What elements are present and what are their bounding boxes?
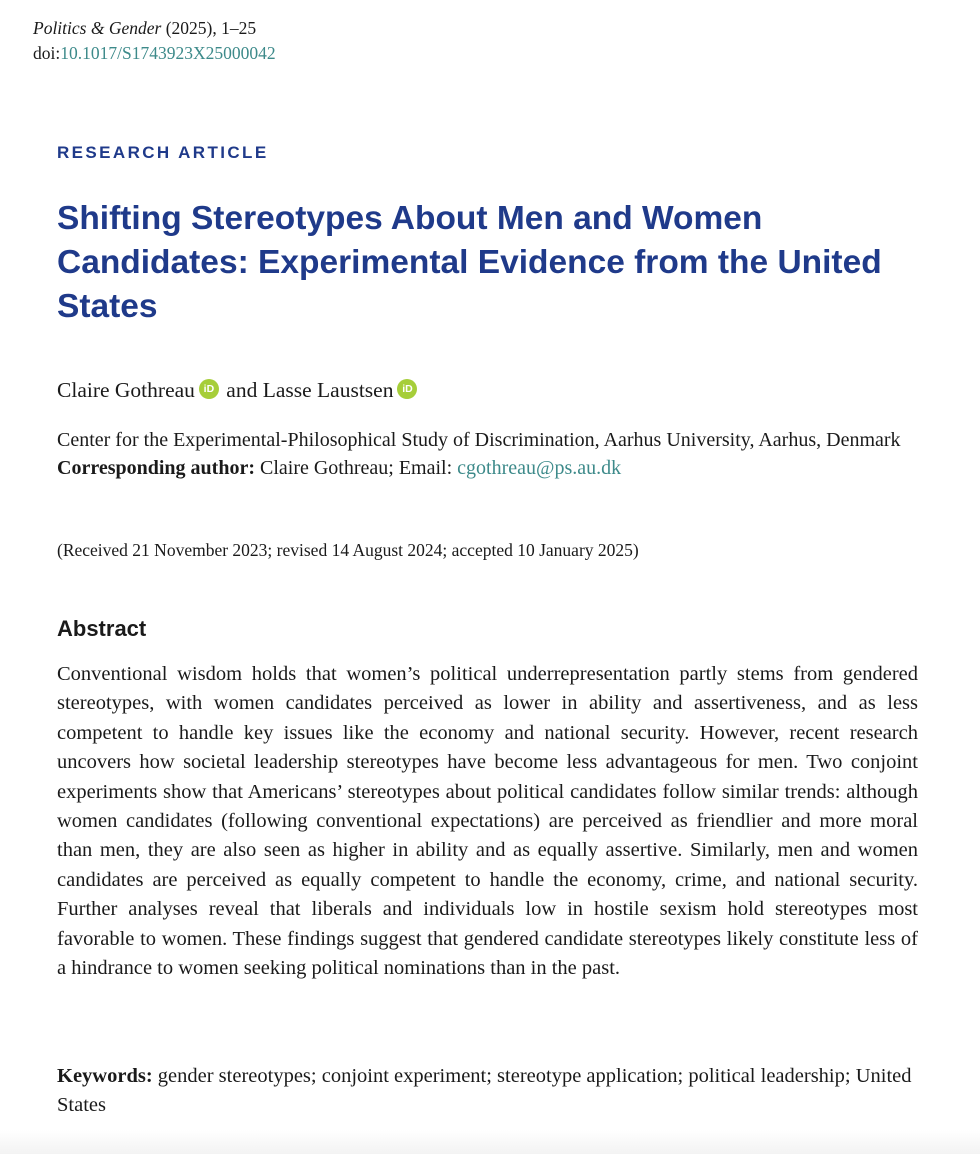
orcid-icon[interactable]: iD [397,379,417,399]
author-name[interactable]: Lasse Laustsen [262,378,394,402]
affiliation-block [57,426,918,482]
author-joiner: and [226,378,258,402]
doi-line [33,41,276,66]
submission-history: (Received 21 November 2023; revised 14 August 2024; accepted 10 January 2025) [57,540,639,560]
affiliation: Center for the Experimental-Philosophical Study of Discrimination, Aarhus University, Aarhus, Denmark [57,429,901,451]
keywords [57,1062,918,1120]
correspondence-label: Corresponding author: [57,457,255,479]
email-link[interactable]: cgothreau@ps.au.dk [457,457,622,479]
journal-citation [33,16,276,66]
author-name[interactable]: Claire Gothreau [57,378,195,402]
abstract-text: Conventional wisdom holds that women’s political underrepresentation partly stems from gendered stereotypes, with women candidates perceived as lower in ability and assertiveness, and as less competent to handle key issues like the economy and national security. However, recent research uncovers how societal leadership stereotypes have become less advantageous for men. Two conjoint experiments show that Americans’ stereotypes about political candidates follow similar trends: although women candidates (following conventional expectations) are perceived as friendlier and more moral than men, they are also seen as higher in ability and as equally assertive. Similarly, men and women candidates are perceived as equally competent to handle the economy, crime, and national security. Further analyses reveal that liberals and individuals low in hostile sexism hold stereotypes most favorable to women. These findings suggest that gendered candidate stereotypes likely constitute less of a hindrance to women seeking political nominations than in the past. [57,663,918,980]
doi-prefix: doi: [33,43,61,63]
journal-meta: (2025), 1–25 [161,18,257,38]
abstract-heading: Abstract [57,616,147,641]
page-edge [0,1130,980,1154]
journal-name: Politics & Gender [33,18,162,38]
article-type-label: RESEARCH ARTICLE [57,143,269,162]
doi-link[interactable]: 10.1017/S1743923X25000042 [60,43,276,63]
article-title: Shifting Stereotypes About Men and Women Candidates: Experimental Evidence from the United States [57,200,882,325]
author-list [57,374,419,406]
keywords-text: gender stereotypes; conjoint experiment; stereotype application; political leadership; United States [57,1065,912,1116]
journal-line [33,16,276,41]
correspondence-text: Claire Gothreau; Email: [255,457,458,479]
correspondence-line [57,454,918,482]
orcid-icon[interactable]: iD [199,379,219,399]
keywords-label: Keywords: [57,1065,153,1087]
